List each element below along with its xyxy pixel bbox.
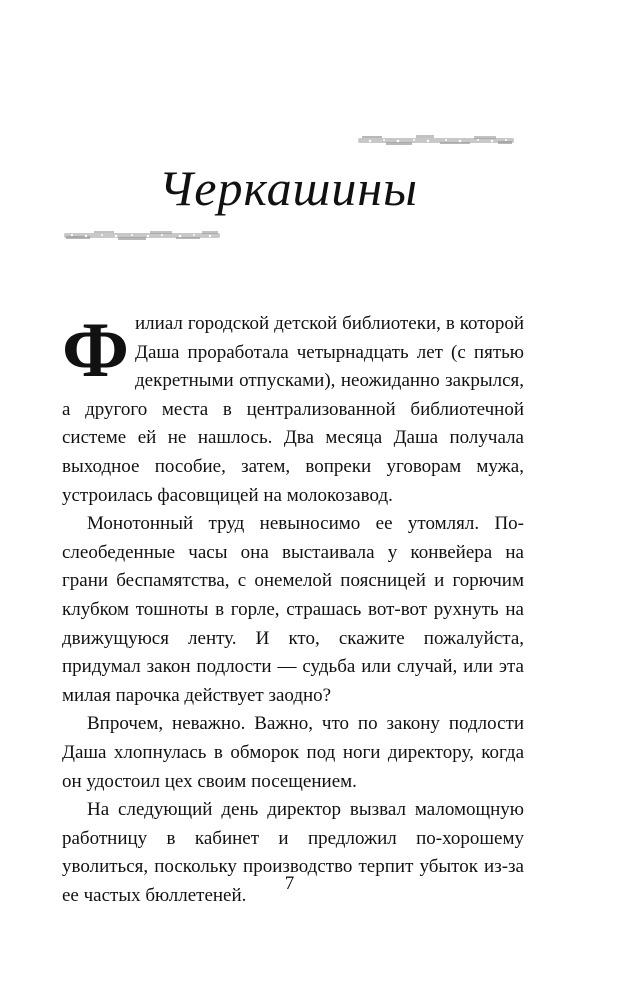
paragraph-1-text: илиал городской детской библиотеки, в которой Даша проработала четырнадцать лет (с пятью декретными отпусками), неожиданно закрылся, а другого места в централизованной библиотечной системе ей не нашлось. Два месяца Даша получала выходное пособие, затем, вопреки уговорам мужа, устроилась фасовщицей на молокозавод. [62,313,524,506]
chapter-title-text: Черкашины [158,160,418,216]
body-text [62,306,524,910]
paragraph-1 [62,306,524,510]
paragraph-3: Впрочем, неважно. Важно, что по закону подлости Даша хлопнулась в обморок под ноги директору, когда он удостоил цех своим посещением. [62,713,524,792]
drop-cap: Ф [62,306,129,393]
page-number: 7 [284,873,295,894]
chapter-title [0,158,560,218]
paragraph-4: На следующий день директор вызвал маломощную работницу в кабинет и предложил по-хорошему уволиться, поскольку производство терпит убыток из-за ее частых бюллетеней. [62,799,524,906]
decorative-ornament-bottom [62,227,222,245]
decorative-ornament-top [356,132,516,150]
paragraph-2: Монотонный труд невыносимо ее утомлял. Послеобеденные часы она выстаивала у конвейера на грани беспамятства, с онемелой поясницей и горючим клубком тошноты в горле, страшась вот-вот рухнуть на движущуюся ленту. И кто, скажите пожалуйста, придумал закон подлости — судьба или случай, или эта милая парочка действует заодно? [62,513,524,706]
